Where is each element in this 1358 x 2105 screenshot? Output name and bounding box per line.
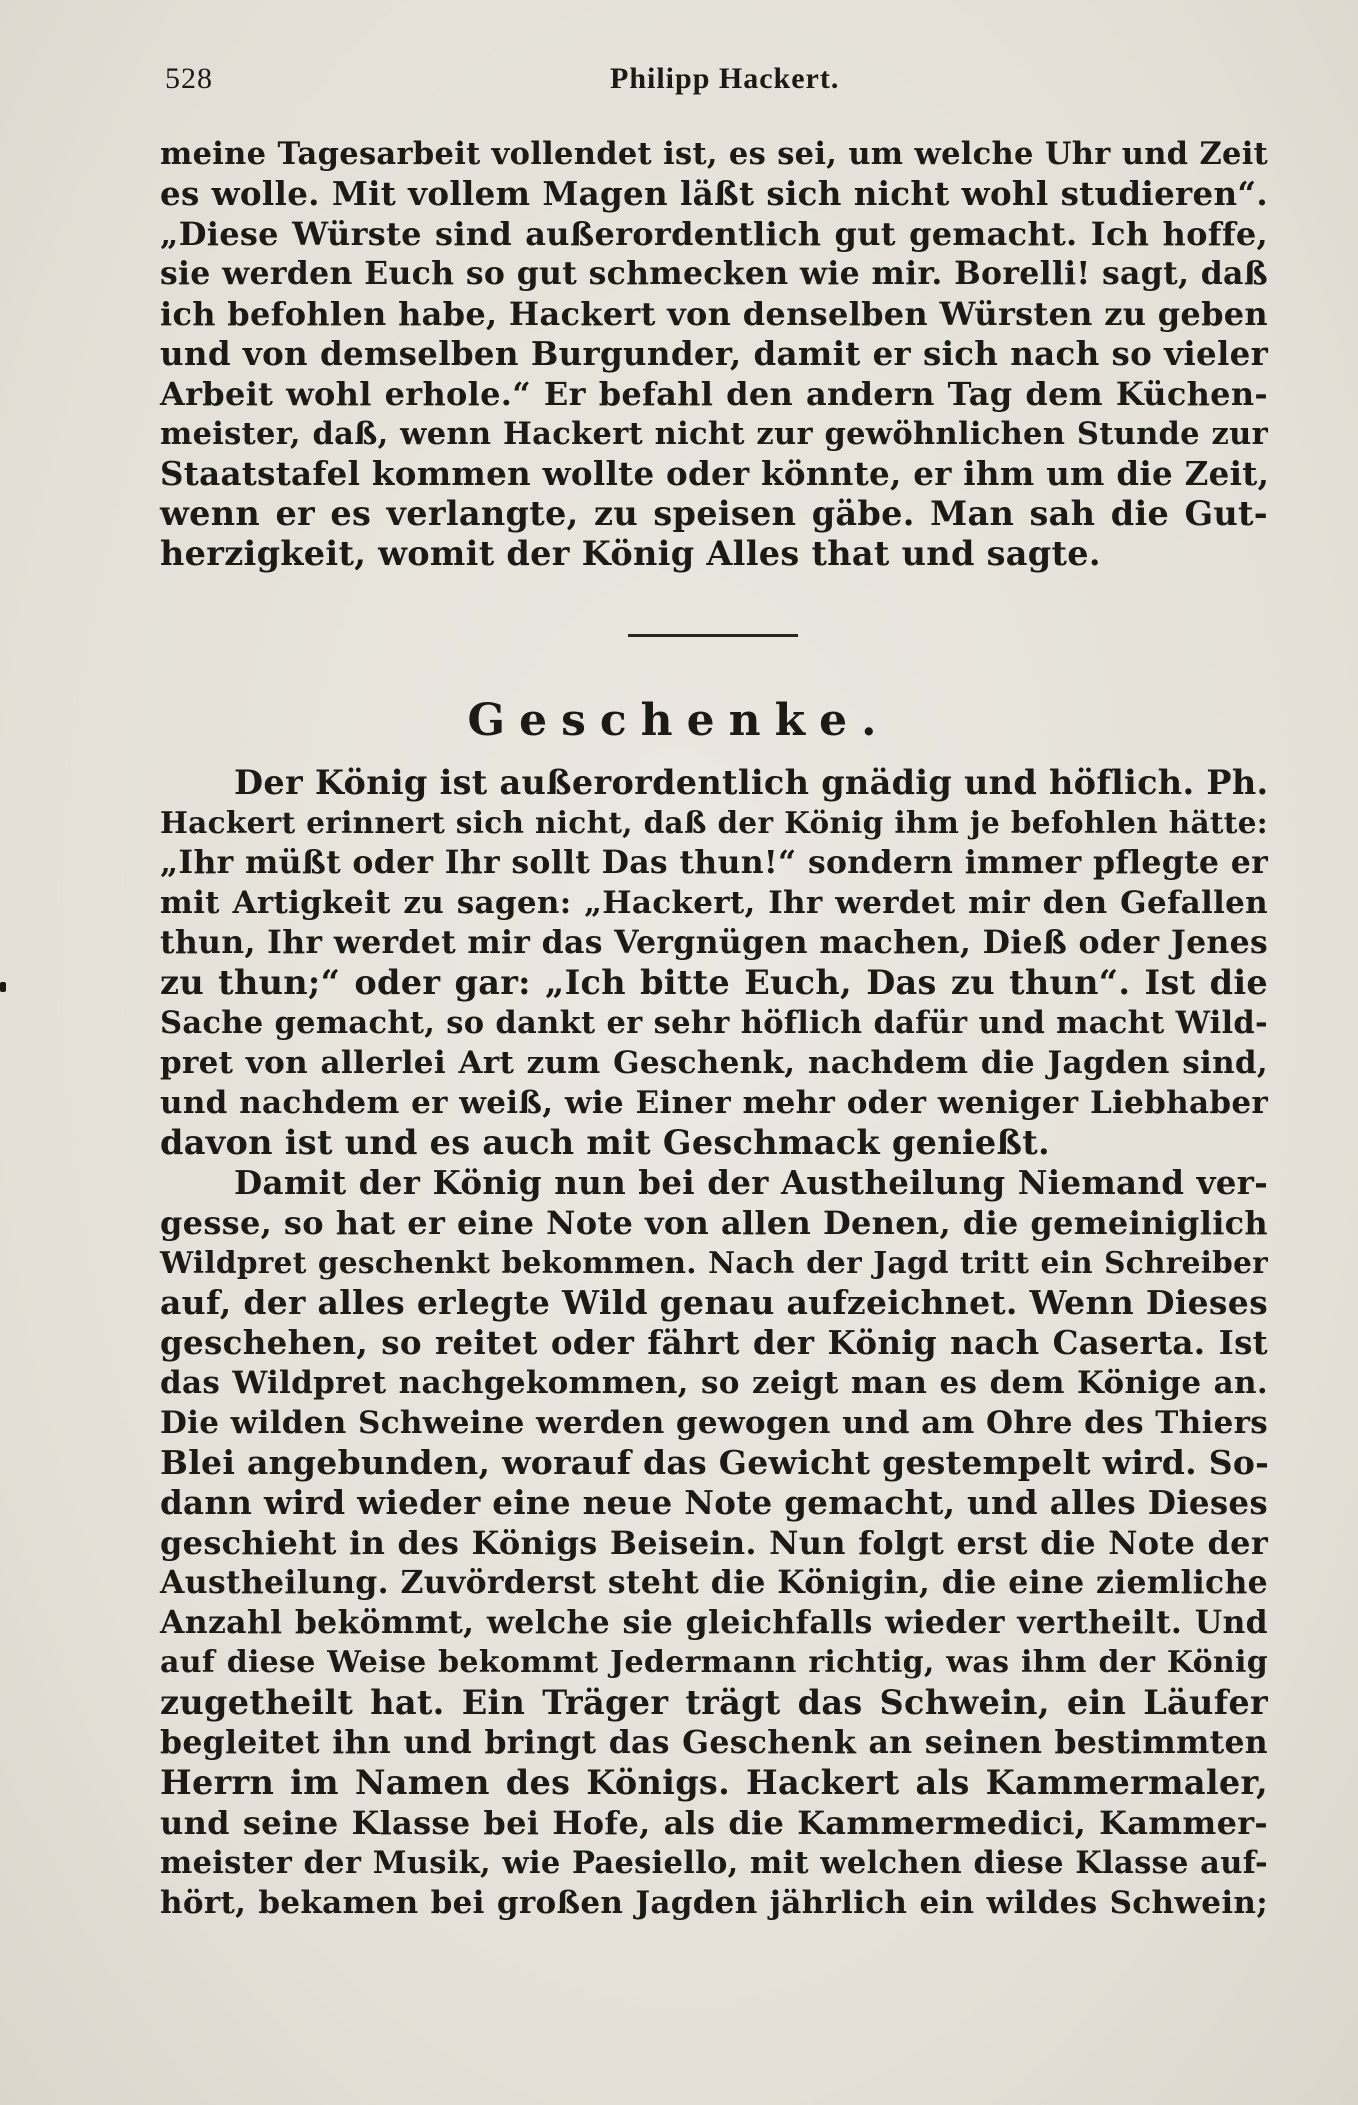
text-line: auf, der alles erlegte Wild genau aufzeichnet. Wenn Dieses: [160, 1283, 1268, 1322]
text-line: Austheilung. Zuvörderst steht die Königin, die eine ziemliche: [160, 1564, 1268, 1601]
text-line: und nachdem er weiß, wie Einer mehr oder weniger Liebhaber: [160, 1085, 1268, 1121]
text-line: „Diese Würste sind außerordentlich gut gemacht. Ich hoffe,: [160, 215, 1268, 253]
text-line: Staatstafel kommen wollte oder könnte, er ihm um die Zeit,: [160, 454, 1270, 493]
text-line: mit Artigkeit zu sagen: „Hackert, Ihr werdet mir den Gefallen: [160, 885, 1268, 921]
text-line: Wildpret geschenkt bekommen. Nach der Jagd tritt ein Schreiber: [160, 1245, 1268, 1280]
text-line: es wolle. Mit vollem Magen läßt sich nicht wohl studieren“.: [160, 174, 1268, 213]
text-line: Der König ist außerordentlich gnädig und höflich. Ph.: [234, 763, 1269, 802]
text-line: und von demselben Burgunder, damit er sich nach so vieler: [160, 334, 1268, 373]
running-head: Philipp Hackert.: [610, 62, 840, 95]
section-divider-rule: [628, 634, 798, 637]
text-line: hört, bekamen bei großen Jagden jährlich ein wildes Schwein;: [160, 1885, 1268, 1921]
text-line: herzigkeit, womit der König Alles that und sagte.: [160, 534, 1101, 573]
text-line: begleitet ihn und bringt das Geschenk an seinen bestimmten: [160, 1724, 1268, 1761]
text-line: gesse, so hat er eine Note von allen Denen, die gemeiniglich: [160, 1204, 1268, 1242]
text-line: und seine Klasse bei Hofe, als die Kammermedici, Kammer-: [160, 1804, 1268, 1842]
text-line: das Wildpret nachgekommen, so zeigt man es dem Könige an.: [160, 1365, 1268, 1401]
text-line: sie werden Euch so gut schmecken wie mir. Borelli! sagt, daß: [160, 255, 1268, 292]
text-line: Blei angebunden, worauf das Gewicht gestempelt wird. So-: [160, 1443, 1270, 1482]
text-line: geschehen, so reitet oder fährt der König nach Caserta. Ist: [160, 1323, 1268, 1362]
text-line: „Ihr müßt oder Ihr sollt Das thun!“ sondern immer pflegte er: [160, 844, 1268, 881]
text-line: meine Tagesarbeit vollendet ist, es sei, um welche Uhr und Zeit: [160, 136, 1268, 172]
text-line: Herrn im Namen des Königs. Hackert als Kammermaler,: [160, 1763, 1268, 1802]
page-header: [165, 62, 1270, 102]
text-line: auf diese Weise bekommt Jedermann richtig, was ihm der König: [160, 1645, 1268, 1680]
text-line: zu thun;“ oder gar: „Ich bitte Euch, Das zu thun“. Ist die: [160, 963, 1268, 1002]
text-line: ich befohlen habe, Hackert von denselben Würsten zu geben: [160, 295, 1268, 333]
text-line: Hackert erinnert sich nicht, daß der König ihm je befohlen hätte:: [160, 805, 1268, 840]
text-line: davon ist und es auch mit Geschmack genießt.: [160, 1123, 1050, 1162]
paragraph-1: [160, 763, 1268, 1163]
text-line: geschieht in des Königs Beisein. Nun folgt erst die Note der: [160, 1524, 1268, 1562]
text-line: dann wird wieder eine neue Note gemacht, und alles Dieses: [160, 1483, 1268, 1522]
text-line: thun, Ihr werdet mir das Vergnügen machen, Dieß oder Jenes: [160, 924, 1268, 961]
paragraph-2: [160, 1163, 1268, 1923]
text-line: Sache gemacht, so dankt er sehr höflich dafür und macht Wild-: [160, 1005, 1268, 1041]
text-line: Damit der König nun bei der Austheilung Niemand ver-: [234, 1163, 1268, 1202]
text-line: zugetheilt hat. Ein Träger trägt das Schwein, ein Läufer: [160, 1683, 1268, 1722]
margin-mark: [0, 982, 6, 992]
text-block-section: [160, 763, 1268, 1923]
text-line: Arbeit wohl erhole.“ Er befahl den andern Tag dem Küchen-: [160, 375, 1268, 413]
text-block-continued: [160, 134, 1268, 574]
text-line: Anzahl bekömmt, welche sie gleichfalls wieder vertheilt. Und: [160, 1604, 1268, 1641]
section-title: Geschenke.: [467, 695, 891, 746]
text-line: meister, daß, wenn Hackert nicht zur gewöhnlichen Stunde zur: [160, 416, 1268, 452]
page-number: 528: [165, 62, 213, 95]
text-line: meister der Musik, wie Paesiello, mit welchen diese Klasse auf-: [160, 1845, 1268, 1881]
text-line: pret von allerlei Art zum Geschenk, nachdem die Jagden sind,: [160, 1045, 1268, 1081]
text-line: Die wilden Schweine werden gewogen und am Ohre des Thiers: [160, 1405, 1268, 1441]
text-line: wenn er es verlangte, zu speisen gäbe. Man sah die Gut-: [160, 494, 1268, 533]
